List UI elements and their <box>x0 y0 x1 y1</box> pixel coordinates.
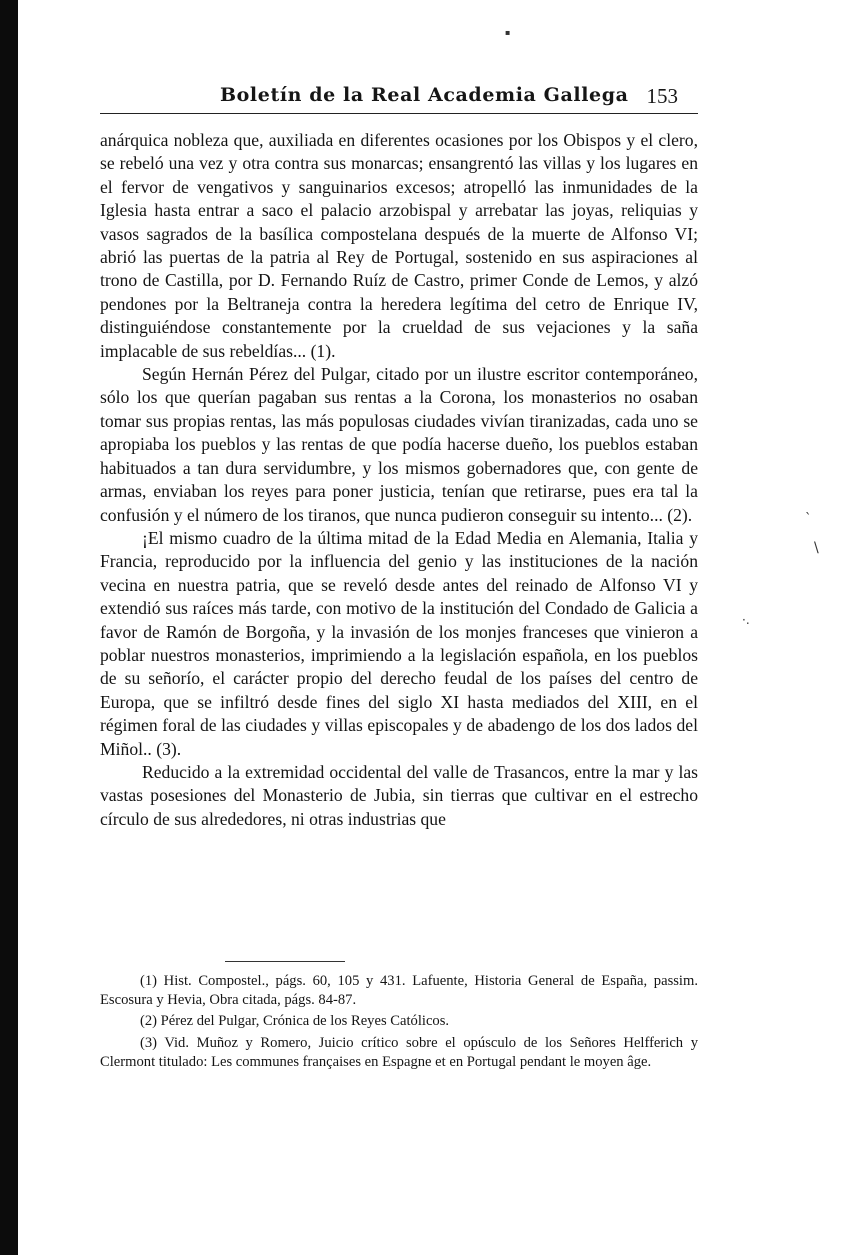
page-number: 153 <box>646 84 678 108</box>
footnote-3: (3) Vid. Muñoz y Romero, Juicio crítico sobre el opúsculo de los Señores Helfferich y Clermont titulado: Les communes françaises en Espagne et en Portugal pendant le moyen âge. <box>100 1034 698 1070</box>
scan-speck: ` <box>805 512 812 527</box>
footnote-separator <box>225 961 345 962</box>
paragraph-3: ¡El mismo cuadro de la última mitad de la Edad Media en Alemania, Italia y Francia, reproducido por la influencia del genio y las instituciones de la nación vecina en nuestra patria, que se reveló desde antes del reinado de Alfonso VI y extendió sus raíces más tarde, con motivo de la institución del Condado de Galicia a favor de Ramón de Borgoña, y la invasión de los monjes franceses que vinieron a poblar nuestros monasterios, imprimiendo a la legislación española, en los pueblos de su señorío, el carácter propio del derecho feudal de los países del centro de Europa, que se infiltró desde fines del siglo XI hasta mediados del XIII, en el régimen foral de las ciudades y villas episcopales y de abadengo de los dos lados del Miñol.. (3). <box>100 527 698 759</box>
footnote-1: (1) Hist. Compostel., págs. 60, 105 y 431. Lafuente, Historia General de España, passim. Escosura y Hevia, Obra citada, págs. 84-87. <box>100 973 698 1009</box>
header-rule <box>100 113 698 114</box>
scan-margin-shadow <box>0 0 18 1255</box>
scan-speck: ·. <box>742 613 750 627</box>
journal-title: Boletín de la Real Academia Gallega <box>220 84 629 106</box>
scan-speck: \ <box>814 540 819 556</box>
paragraph-4: Reducido a la extremidad occidental del valle de Trasancos, entre la mar y las vastas posesiones del Monasterio de Jubia, sin tierras que cultivar en el estrecho círculo de sus alrededores, ni otras industrias que <box>100 761 698 829</box>
main-text <box>100 129 698 831</box>
running-header <box>100 80 698 114</box>
footnote-2: (2) Pérez del Pulgar, Crónica de los Reyes Católicos. <box>140 1013 450 1030</box>
scan-speck: ▪ <box>505 28 511 37</box>
paragraph-2: Según Hernán Pérez del Pulgar, citado por un ilustre escritor contemporáneo, sólo los que querían pagaban sus rentas a la Corona, los monasterios no osaban tomar sus propias rentas, las más populosas ciudades vivían tiranizadas, cada uno se apropiaba los pueblos y las rentas de que podía hacerse dueño, los pueblos estaban habituados a tan dura servidumbre, y los mismos gobernadores que, con gente de armas, enviaban los reyes para poner justicia, tenían que retirarse, pues era tal la confusión y el número de los tiranos, que nunca pudieron conseguir su intento... (2). <box>100 364 698 525</box>
paragraph-1: anárquica nobleza que, auxiliada en diferentes ocasiones por los Obispos y el clero, se rebeló una vez y otra contra sus monarcas; ensangrentó las villas y los lugares en el fervor de vengativos y sanguinarios excesos; atropelló las inmunidades de la Iglesia hasta entrar a saco el palacio arzobispal y arrebatar las joyas, reliquias y vasos sagrados de la basílica compostelana después de la muerte de Alfonso VI; abrió las puertas de la patria al Rey de Portugal, sostenido en sus aspiraciones al trono de Castilla, por D. Fernando Ruíz de Castro, primer Conde de Lemos, y alzó pendones por la Beltraneja contra la heredera legítima del cetro de Enrique IV, distinguiéndose constantemente por la crueldad de sus vejaciones y la saña implacable de sus rebeldías... (1). <box>100 130 698 361</box>
footnotes <box>100 972 698 1074</box>
